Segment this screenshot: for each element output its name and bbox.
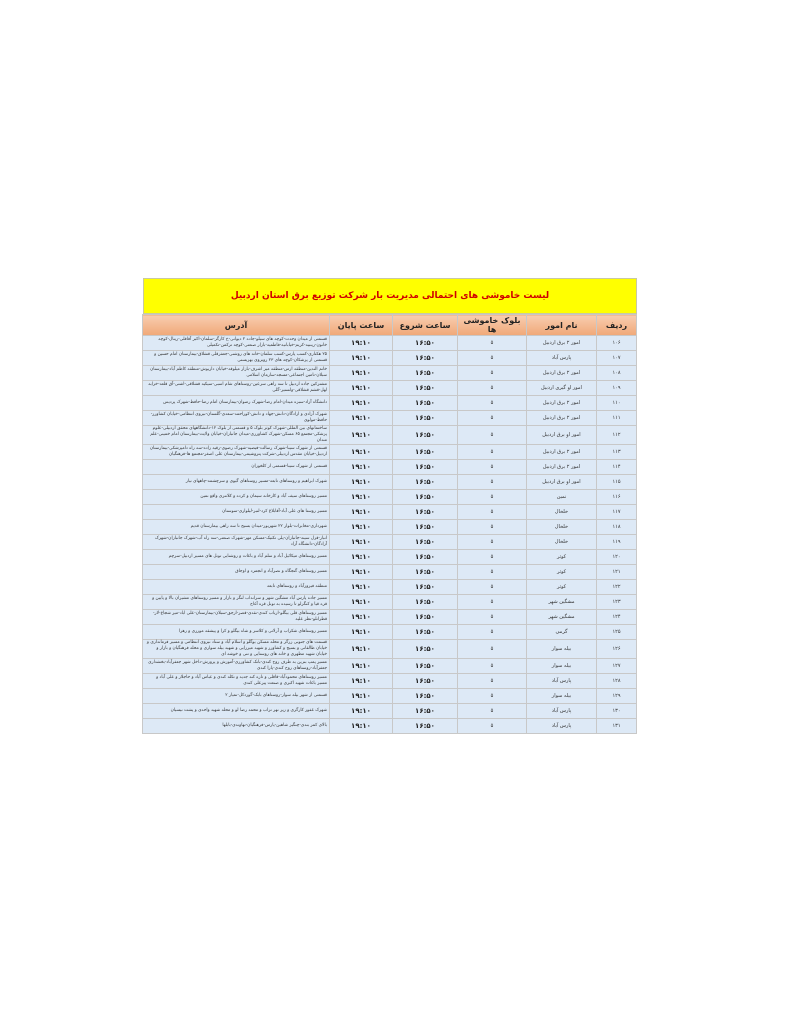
row-number: ۱۲۲ (597, 580, 637, 595)
table-row (143, 719, 637, 734)
office-name: امور ۲ برق اردبیل (527, 336, 597, 351)
start-time: ۱۶:۵۰ (393, 640, 458, 659)
start-time: ۱۶:۵۰ (393, 366, 458, 381)
header-office: نام امور (527, 315, 597, 336)
end-time: ۱۹:۱۰ (330, 595, 393, 610)
block-count: ۵ (458, 595, 527, 610)
end-time: ۱۹:۱۰ (330, 535, 393, 550)
table-row (143, 351, 637, 366)
end-time: ۱۹:۱۰ (330, 445, 393, 460)
start-time: ۱۶:۵۰ (393, 411, 458, 426)
table-row (143, 396, 637, 411)
end-time: ۱۹:۱۰ (330, 640, 393, 659)
end-time: ۱۹:۱۰ (330, 689, 393, 704)
block-count: ۵ (458, 460, 527, 475)
start-time: ۱۶:۵۰ (393, 460, 458, 475)
office-name: مشگین شهر (527, 595, 597, 610)
block-count: ۵ (458, 535, 527, 550)
end-time: ۱۹:۱۰ (330, 426, 393, 445)
address: مسیر جاده پارس آباد مشگین شهر و سرانداب لنگر و بازار و مسیر روستاهای مشیران بالا و پایین و قره قیا و کنگرلو تا رسیده به تونل قره آغاج (143, 595, 330, 610)
end-time: ۱۹:۱۰ (330, 550, 393, 565)
table-row (143, 550, 637, 565)
address: مسیر پمپ بنزین به طرف روح کندی-بانک کشاورزی-آموزش و پرورش-داخل شهر جعفرآباد-بخشداری جعفرآباد-روستاهای روح کندی-پارا کندی (143, 659, 330, 674)
block-count: ۵ (458, 719, 527, 734)
address: منطقه فیروزآباد و روستاهای تابعه (143, 580, 330, 595)
end-time: ۱۹:۱۰ (330, 580, 393, 595)
office-name: بیله سوار (527, 640, 597, 659)
table-row (143, 445, 637, 460)
row-number: ۱۱۸ (597, 520, 637, 535)
row-number: ۱۱۱ (597, 411, 637, 426)
address: مشترکین جاده اردبیل تا سه راهی سرعین-روستاهای شام اسبی-سیکیه قشلاقی-اشتی-آق قلعه-خرابه لهل-قشم قشلاقی-ولستیر-گلی (143, 381, 330, 396)
end-time: ۱۹:۱۰ (330, 659, 393, 674)
sheet-title: لیست خاموشی های احتمالی مدیریت بار شرکت توزیع برق استان اردبیل (143, 278, 637, 314)
office-name: مشگین شهر (527, 610, 597, 625)
block-count: ۵ (458, 659, 527, 674)
table-row (143, 411, 637, 426)
office-name: خلخال (527, 535, 597, 550)
end-time: ۱۹:۱۰ (330, 674, 393, 689)
outage-table (142, 314, 637, 734)
row-number: ۱۰۹ (597, 381, 637, 396)
address: ساختمانهای بین المللی-شهرک کوثر بلوک ۵ و قسمتی از بلوک ۱۲-دانشگاههای محقق اردبیلی-علوم پزشکی-مجتمع ۶۵ مسکن-شهرک کشاورزی-میدان جانبازان-خیابان ولایت-بیمارستان امام خمینی-علم مندان (143, 426, 330, 445)
office-name: نمین (527, 490, 597, 505)
address: انبار-قزل سینه-جانبازان-پلی تکنیک-مسکن مهر-شهرک صنعتی-سه راه آب-شهرک جانبازان-شهرک آزادگان-دانشگاه آزاد (143, 535, 330, 550)
office-name: امور ۲ برق اردبیل (527, 411, 597, 426)
address: شهرک غفور کارگری و زیر نهر تراب و محمد رضا لو و محله شهید واحدی و پشت نیسیان (143, 704, 330, 719)
start-time: ۱۶:۵۰ (393, 565, 458, 580)
address: مسیر روستاهای گنجگاه و نصرآباد و انجمرد و اوجاق (143, 565, 330, 580)
row-number: ۱۱۷ (597, 505, 637, 520)
row-number: ۱۱۰ (597, 396, 637, 411)
end-time: ۱۹:۱۰ (330, 505, 393, 520)
office-name: پارس آباد (527, 719, 597, 734)
end-time: ۱۹:۱۰ (330, 396, 393, 411)
start-time: ۱۶:۵۰ (393, 396, 458, 411)
block-count: ۵ (458, 550, 527, 565)
end-time: ۱۹:۱۰ (330, 704, 393, 719)
start-time: ۱۶:۵۰ (393, 535, 458, 550)
office-name: امور ۲ برق اردبیل (527, 396, 597, 411)
office-name: امور او برق اردبیل (527, 475, 597, 490)
end-time: ۱۹:۱۰ (330, 565, 393, 580)
row-number: ۱۲۹ (597, 689, 637, 704)
block-count: ۵ (458, 445, 527, 460)
address: مسیر روستاهای سیف آباد و کارخانه سیمان و کرده و کلانتری واقع نمین (143, 490, 330, 505)
start-time: ۱۶:۵۰ (393, 381, 458, 396)
address: ۲۵ هکتاری-کسب پارس-کسب سلمان-خانه های روشنی-جعفرقلی قشلاق-بیمارستان امام حسین و قسمتی از پزشکان-کوچه های ۲۳ روبروی بهزیستی (143, 351, 330, 366)
table-row (143, 336, 637, 351)
block-count: ۵ (458, 674, 527, 689)
block-count: ۵ (458, 366, 527, 381)
address: قسمتی از شهر بیله سوار-روستاهای بابک-گوردکل-نمیار ۲ (143, 689, 330, 704)
office-name: امور ۲ برق اردبیل (527, 460, 597, 475)
header-row-number: ردیف (597, 315, 637, 336)
header-address: آدرس (143, 315, 330, 336)
address: قسمت های جنوبی زرگر و محله مسکن یوگلو و اسلام آباد و ستاد نیروی انتظامی و مسیر فرمانداری و خیابان طالقانی و بسیج و کشاورز و شهید میرزایی و شهید بیله سواری و محله فرهنگیان و بازار و خیابان شهید مطهری و خانه های روستایی و تنی و خوشه ای (143, 640, 330, 659)
table-row (143, 565, 637, 580)
office-name: گرمی (527, 625, 597, 640)
office-name: کوثر (527, 565, 597, 580)
address: مسیر روستاهای میکائیل آباد و سلم آباد و باغات و روشنایی تونل های مسیر اردبیل-سرچم (143, 550, 330, 565)
address: قسمتی از میدان وحدت-کوچه های سیلو-جاده ۲ دیوانی-خ کارگر-سلمان-اکبر آقاقلی-زینال-کوچه خانون-زینبیه-کریم-خیابانیه-فاطمیه-بازار صنعتی-کوچه ترکمن-تکمیلی (143, 336, 330, 351)
office-name: پارس آباد (527, 674, 597, 689)
block-count: ۵ (458, 351, 527, 366)
end-time: ۱۹:۱۰ (330, 610, 393, 625)
start-time: ۱۶:۵۰ (393, 351, 458, 366)
address: مسیر روستاهای محمودآباد-قاقلی و تازه کند جدید و تکله کندی و عباس آباد و حاجلار و علی آباد و مسیر باغات شهید اکبری و صنعت پیرعلی کندی (143, 674, 330, 689)
table-row (143, 460, 637, 475)
address: شهرداری-مخابرات-بلوار ۲۲ شهریور-میدان بسیج تا سه راهی بیمارستان قدیم (143, 520, 330, 535)
office-name: امور ۲ برق اردبیل (527, 445, 597, 460)
start-time: ۱۶:۵۰ (393, 445, 458, 460)
table-row (143, 475, 637, 490)
table-row (143, 674, 637, 689)
end-time: ۱۹:۱۰ (330, 460, 393, 475)
start-time: ۱۶:۵۰ (393, 336, 458, 351)
address: دانشگاه آزاد-سبزه میدان-امام رضا-شهرک رضوان-بیمارستان امام رضا-حافظ-شهرک پردیس (143, 396, 330, 411)
table-row (143, 704, 637, 719)
end-time: ۱۹:۱۰ (330, 336, 393, 351)
start-time: ۱۶:۵۰ (393, 625, 458, 640)
address: قسمتی از شهرک سینا-شهرک رسالت-فیضیه-شهرک رضوی-رقیه زاده-سه راه دامپزشکی-بیمارستان اردبیل-خیابان مقدس اردبیلی-شرکت پتروشیمی-بیمارستان علی اصغر-مجتمع ها-فرهنگیان (143, 445, 330, 460)
address: مسیر روستا های علی آباد-آقابلاغ کرد-لنبر-لیلواری-سوستان (143, 505, 330, 520)
table-row (143, 595, 637, 610)
address: بالای کمر بندی-چنگیز شاهین-پارس-فرهنگیان-نهاوندی-بابلها (143, 719, 330, 734)
end-time: ۱۹:۱۰ (330, 490, 393, 505)
block-count: ۵ (458, 336, 527, 351)
table-row (143, 580, 637, 595)
row-number: ۱۲۷ (597, 659, 637, 674)
table-row (143, 426, 637, 445)
start-time: ۱۶:۵۰ (393, 689, 458, 704)
office-name: کوثر (527, 550, 597, 565)
office-name: خلخال (527, 520, 597, 535)
address: مسیر روستاهای قلی بیگلو-ارباب کندی-نقدی-قصر-ارجق-سبلان-بیمارستان-علی اباد-میر شجاع-لار-قطرانلو-نظر علیه (143, 610, 330, 625)
block-count: ۵ (458, 396, 527, 411)
block-count: ۵ (458, 381, 527, 396)
row-number: ۱۱۶ (597, 490, 637, 505)
start-time: ۱۶:۵۰ (393, 580, 458, 595)
start-time: ۱۶:۵۰ (393, 426, 458, 445)
start-time: ۱۶:۵۰ (393, 475, 458, 490)
table-row (143, 625, 637, 640)
address: خانم الندین-منطقه ارس-منطقه میر اشرف-بازار میلوقه-خیابان داریوش-منطقه کاظم آباد-بیمارستان سبلان-تامین اجتماعی-مسجد-سازمان اسلامی (143, 366, 330, 381)
end-time: ۱۹:۱۰ (330, 366, 393, 381)
header-start: ساعت شروع (393, 315, 458, 336)
row-number: ۱۳۱ (597, 719, 637, 734)
block-count: ۵ (458, 640, 527, 659)
row-number: ۱۲۱ (597, 565, 637, 580)
start-time: ۱۶:۵۰ (393, 674, 458, 689)
table-row (143, 490, 637, 505)
end-time: ۱۹:۱۰ (330, 520, 393, 535)
row-number: ۱۱۴ (597, 460, 637, 475)
office-name: کوثر (527, 580, 597, 595)
row-number: ۱۱۵ (597, 475, 637, 490)
header-blocks: بلوک خاموشی ها (458, 315, 527, 336)
row-number: ۱۰۸ (597, 366, 637, 381)
address: قسمتی از شهرک سینا-قسمتی از کلخوران (143, 460, 330, 475)
header-row (143, 315, 637, 336)
block-count: ۵ (458, 565, 527, 580)
table-row (143, 659, 637, 674)
block-count: ۵ (458, 426, 527, 445)
row-number: ۱۳۰ (597, 704, 637, 719)
row-number: ۱۲۰ (597, 550, 637, 565)
office-name: خلخال (527, 505, 597, 520)
block-count: ۵ (458, 580, 527, 595)
table-row (143, 520, 637, 535)
row-number: ۱۰۷ (597, 351, 637, 366)
end-time: ۱۹:۱۰ (330, 411, 393, 426)
block-count: ۵ (458, 689, 527, 704)
end-time: ۱۹:۱۰ (330, 719, 393, 734)
row-number: ۱۲۶ (597, 640, 637, 659)
start-time: ۱۶:۵۰ (393, 505, 458, 520)
row-number: ۱۲۳ (597, 595, 637, 610)
office-name: امور او گیری اردبیل (527, 381, 597, 396)
start-time: ۱۶:۵۰ (393, 719, 458, 734)
start-time: ۱۶:۵۰ (393, 704, 458, 719)
row-number: ۱۱۹ (597, 535, 637, 550)
block-count: ۵ (458, 520, 527, 535)
row-number: ۱۲۵ (597, 625, 637, 640)
office-name: امور ۲ برق اردبیل (527, 366, 597, 381)
end-time: ۱۹:۱۰ (330, 381, 393, 396)
row-number: ۱۱۳ (597, 445, 637, 460)
block-count: ۵ (458, 411, 527, 426)
start-time: ۱۶:۵۰ (393, 550, 458, 565)
start-time: ۱۶:۵۰ (393, 520, 458, 535)
office-name: پارس آباد (527, 351, 597, 366)
address: شهرک ابراهیم و روستاهای تابعه-مسیر روستاهای گیوی و سرچشمه-چاههای نیار (143, 475, 330, 490)
block-count: ۵ (458, 610, 527, 625)
office-name: پارس آباد (527, 704, 597, 719)
row-number: ۱۲۴ (597, 610, 637, 625)
office-name: بیله سوار (527, 659, 597, 674)
address: شهرک آزادی و ازادگان-دانش-جهاد و دانش-کوراحمد-سعدی-گلستان-نیروی انتظامی-خیابان کشاورز-حافظ-مولوی (143, 411, 330, 426)
address: مسیر روستاهای شکراب و آرلاتی و کلاسر و شاه بیگلو و کرا و پیشقه مورزی و زهرا (143, 625, 330, 640)
end-time: ۱۹:۱۰ (330, 625, 393, 640)
start-time: ۱۶:۵۰ (393, 659, 458, 674)
table-row (143, 640, 637, 659)
outage-sheet (143, 278, 637, 734)
start-time: ۱۶:۵۰ (393, 610, 458, 625)
table-row (143, 505, 637, 520)
end-time: ۱۹:۱۰ (330, 475, 393, 490)
table-row (143, 689, 637, 704)
block-count: ۵ (458, 704, 527, 719)
office-name: بیله سوار (527, 689, 597, 704)
block-count: ۵ (458, 490, 527, 505)
start-time: ۱۶:۵۰ (393, 595, 458, 610)
table-row (143, 381, 637, 396)
office-name: امور او برق اردبیل (527, 426, 597, 445)
header-end: ساعت پایان (330, 315, 393, 336)
table-row (143, 366, 637, 381)
table-row (143, 535, 637, 550)
table-row (143, 610, 637, 625)
row-number: ۱۱۲ (597, 426, 637, 445)
row-number: ۱۲۸ (597, 674, 637, 689)
start-time: ۱۶:۵۰ (393, 490, 458, 505)
block-count: ۵ (458, 475, 527, 490)
row-number: ۱۰۶ (597, 336, 637, 351)
block-count: ۵ (458, 625, 527, 640)
block-count: ۵ (458, 505, 527, 520)
end-time: ۱۹:۱۰ (330, 351, 393, 366)
